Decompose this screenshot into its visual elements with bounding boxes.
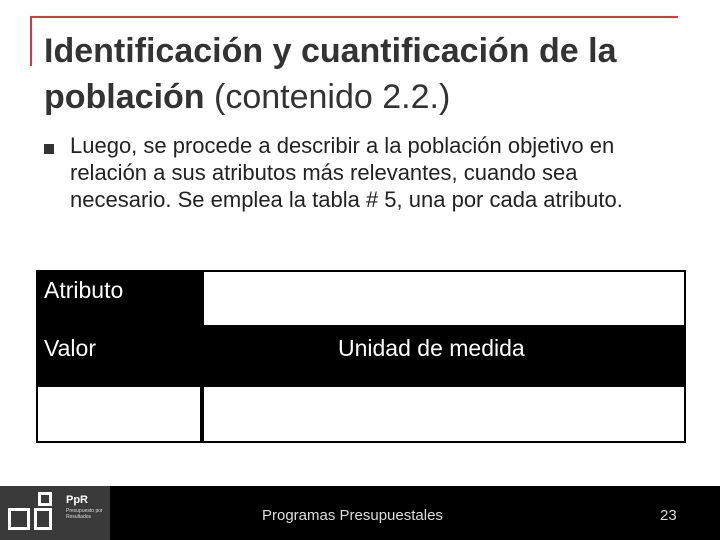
attribute-header-cell: Atributo (36, 270, 202, 327)
page-number: 23 (660, 507, 677, 524)
bullet-item (44, 132, 684, 213)
value-cell (36, 385, 202, 443)
logo-text: PpR (66, 494, 88, 506)
slide-title (44, 28, 684, 120)
title-frame-left (30, 16, 32, 66)
square-bullet-icon (44, 144, 54, 154)
logo-square-small (38, 492, 52, 506)
logo-square-medium (34, 508, 52, 530)
logo-subtext: Presupuesto por Resultados (66, 508, 103, 520)
title-normal: (contenido 2.2.) (204, 78, 451, 116)
footer-title: Programas Presupuestales (262, 507, 443, 524)
title-bold: Identificación y cuantificación de la población (44, 32, 617, 116)
ppr-logo (0, 486, 110, 540)
title-frame-top (30, 16, 678, 18)
unit-cell (202, 385, 686, 443)
bullet-text: Luego, se procede a describir a la población objetivo en relación a sus atributos más relevantes, cuando sea necesario. Se emplea la tabla # 5, una por cada atributo. (70, 133, 623, 212)
attribute-value-cell (202, 270, 686, 327)
table-header-row (36, 327, 686, 385)
logo-square-large (8, 508, 30, 530)
unit-label: Unidad de medida (338, 335, 525, 361)
attribute-table (36, 270, 686, 443)
value-label: Valor (44, 335, 96, 361)
